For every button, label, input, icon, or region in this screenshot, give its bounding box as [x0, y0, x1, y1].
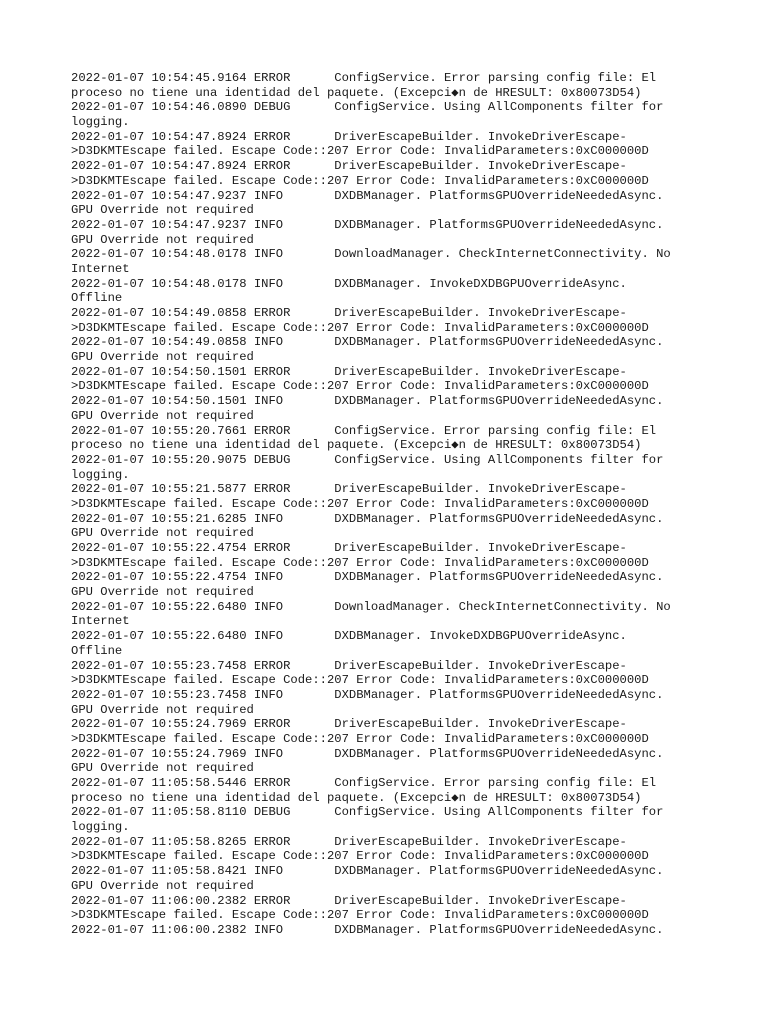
- log-line: >D3DKMTEscape failed. Escape Code::207 Error Code: InvalidParameters:0xC000000D: [71, 496, 649, 511]
- log-line: GPU Override not required: [71, 526, 254, 541]
- log-line: proceso no tiene una identidad del paquete. (Excepci◆n de HRESULT: 0x80073D54): [71, 438, 642, 453]
- log-line: GPU Override not required: [71, 702, 254, 717]
- log-line: 2022-01-07 10:55:20.9075 DEBUG ConfigService. Using AllComponents filter for: [71, 452, 664, 467]
- log-text: [71, 71, 701, 938]
- log-line: 2022-01-07 10:55:20.7661 ERROR ConfigService. Error parsing config file: El: [71, 423, 657, 438]
- log-line: 2022-01-07 10:54:47.8924 ERROR DriverEscapeBuilder. InvokeDriverEscape-: [71, 129, 627, 144]
- log-line: GPU Override not required: [71, 203, 254, 218]
- log-line: GPU Override not required: [71, 585, 254, 600]
- log-line: >D3DKMTEscape failed. Escape Code::207 Error Code: InvalidParameters:0xC000000D: [71, 144, 649, 159]
- log-line: >D3DKMTEscape failed. Escape Code::207 Error Code: InvalidParameters:0xC000000D: [71, 379, 649, 394]
- log-line: 2022-01-07 11:05:58.8265 ERROR DriverEscapeBuilder. InvokeDriverEscape-: [71, 834, 627, 849]
- log-line: 2022-01-07 10:55:22.4754 ERROR DriverEscapeBuilder. InvokeDriverEscape-: [71, 541, 627, 555]
- log-line: 2022-01-07 10:55:21.5877 ERROR DriverEscapeBuilder. InvokeDriverEscape-: [71, 482, 627, 497]
- log-line: proceso no tiene una identidad del paquete. (Excepci◆n de HRESULT: 0x80073D54): [71, 790, 642, 805]
- log-line: 2022-01-07 11:05:58.8110 DEBUG ConfigService. Using AllComponents filter for: [71, 805, 664, 820]
- log-line: 2022-01-07 10:54:47.9237 INFO DXDBManager. PlatformsGPUOverrideNeededAsync.: [71, 188, 664, 203]
- log-line: 2022-01-07 11:06:00.2382 INFO DXDBManager. PlatformsGPUOverrideNeededAsync.: [71, 922, 664, 937]
- log-line: 2022-01-07 10:54:46.0890 DEBUG ConfigService. Using AllComponents filter for: [71, 100, 664, 115]
- log-line: >D3DKMTEscape failed. Escape Code::207 Error Code: InvalidParameters:0xC000000D: [71, 173, 649, 188]
- log-line: 2022-01-07 10:55:21.6285 INFO DXDBManager. PlatformsGPUOverrideNeededAsync.: [71, 511, 664, 526]
- log-line: 2022-01-07 10:54:49.0858 ERROR DriverEscapeBuilder. InvokeDriverEscape-: [71, 306, 627, 320]
- log-line: Internet: [71, 614, 130, 629]
- log-line: 2022-01-07 10:54:48.0178 INFO DXDBManager. InvokeDXDBGPUOverrideAsync.: [71, 276, 627, 291]
- log-line: 2022-01-07 10:54:47.8924 ERROR DriverEscapeBuilder. InvokeDriverEscape-: [71, 159, 627, 174]
- log-line: GPU Override not required: [71, 408, 254, 423]
- log-line: 2022-01-07 11:05:58.5446 ERROR ConfigService. Error parsing config file: El: [71, 776, 657, 790]
- log-line: GPU Override not required: [71, 350, 254, 365]
- log-line: proceso no tiene una identidad del paquete. (Excepci◆n de HRESULT: 0x80073D54): [71, 85, 642, 100]
- log-line: >D3DKMTEscape failed. Escape Code::207 Error Code: InvalidParameters:0xC000000D: [71, 555, 649, 570]
- log-line: >D3DKMTEscape failed. Escape Code::207 Error Code: InvalidParameters:0xC000000D: [71, 320, 649, 335]
- log-line: Internet: [71, 261, 130, 276]
- log-line: >D3DKMTEscape failed. Escape Code::207 Error Code: InvalidParameters:0xC000000D: [71, 908, 649, 923]
- log-line: 2022-01-07 10:55:22.4754 INFO DXDBManager. PlatformsGPUOverrideNeededAsync.: [71, 570, 664, 585]
- log-line: 2022-01-07 10:55:22.6480 INFO DXDBManager. InvokeDXDBGPUOverrideAsync.: [71, 629, 627, 644]
- log-line: >D3DKMTEscape failed. Escape Code::207 Error Code: InvalidParameters:0xC000000D: [71, 673, 649, 688]
- log-line: logging.: [71, 820, 130, 835]
- log-line: 2022-01-07 10:55:23.7458 ERROR DriverEscapeBuilder. InvokeDriverEscape-: [71, 658, 627, 673]
- log-line: 2022-01-07 10:54:50.1501 INFO DXDBManager. PlatformsGPUOverrideNeededAsync.: [71, 394, 664, 409]
- log-line: GPU Override not required: [71, 878, 254, 893]
- log-line: 2022-01-07 10:54:48.0178 INFO DownloadManager. CheckInternetConnectivity. No: [71, 247, 671, 262]
- log-line: >D3DKMTEscape failed. Escape Code::207 Error Code: InvalidParameters:0xC000000D: [71, 849, 649, 864]
- log-line: 2022-01-07 10:55:24.7969 INFO DXDBManager. PlatformsGPUOverrideNeededAsync.: [71, 746, 664, 761]
- log-line: 2022-01-07 10:55:24.7969 ERROR DriverEscapeBuilder. InvokeDriverEscape-: [71, 717, 627, 732]
- log-line: 2022-01-07 10:54:49.0858 INFO DXDBManager. PlatformsGPUOverrideNeededAsync.: [71, 335, 664, 350]
- log-line: 2022-01-07 10:55:23.7458 INFO DXDBManager. PlatformsGPUOverrideNeededAsync.: [71, 687, 664, 702]
- log-line: 2022-01-07 10:54:50.1501 ERROR DriverEscapeBuilder. InvokeDriverEscape-: [71, 364, 627, 379]
- log-line: Offline: [71, 291, 123, 306]
- log-line: 2022-01-07 10:54:45.9164 ERROR ConfigService. Error parsing config file: El: [71, 71, 657, 85]
- log-line: >D3DKMTEscape failed. Escape Code::207 Error Code: InvalidParameters:0xC000000D: [71, 731, 649, 746]
- log-line: 2022-01-07 10:54:47.9237 INFO DXDBManager. PlatformsGPUOverrideNeededAsync.: [71, 217, 664, 232]
- log-line: logging.: [71, 467, 130, 482]
- log-line: Offline: [71, 643, 123, 658]
- log-line: 2022-01-07 11:05:58.8421 INFO DXDBManager. PlatformsGPUOverrideNeededAsync.: [71, 864, 664, 879]
- log-line: GPU Override not required: [71, 761, 254, 776]
- log-line: 2022-01-07 10:55:22.6480 INFO DownloadManager. CheckInternetConnectivity. No: [71, 599, 671, 614]
- log-line: GPU Override not required: [71, 232, 254, 247]
- log-line: 2022-01-07 11:06:00.2382 ERROR DriverEscapeBuilder. InvokeDriverEscape-: [71, 893, 627, 908]
- log-line: logging.: [71, 115, 130, 130]
